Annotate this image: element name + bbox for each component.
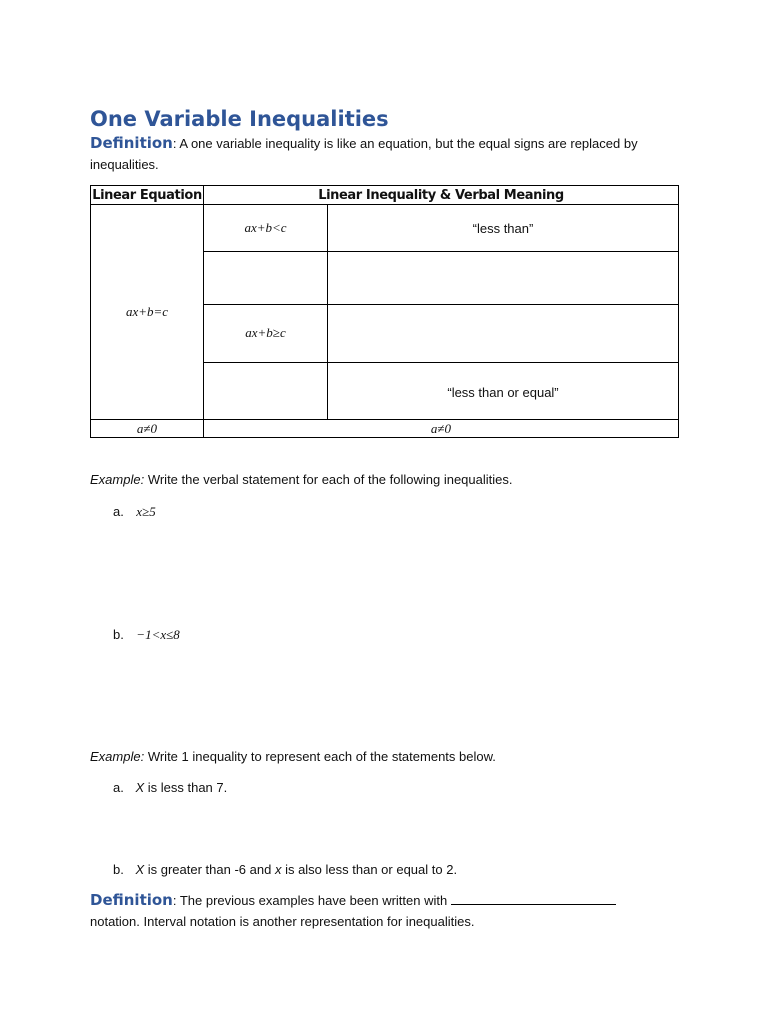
definition-text-line2: notation. Interval notation is another representation for inequalities.	[90, 914, 475, 929]
inequality-cell: ax+b<c	[204, 205, 328, 252]
example1-item-a	[113, 503, 156, 521]
definition-colon: :	[172, 136, 177, 151]
inequality-cell	[204, 363, 328, 420]
item-expression: −1<x≤8	[136, 627, 180, 642]
footer-left-cell: a≠0	[91, 420, 204, 438]
example2-item-b	[113, 862, 457, 877]
inequality-cell	[204, 252, 328, 305]
example1-paragraph	[90, 472, 513, 487]
item-text: is greater than -6 and	[144, 862, 275, 877]
fill-in-blank	[451, 892, 616, 905]
example2-paragraph	[90, 749, 496, 764]
example1-item-b	[113, 626, 180, 644]
item-marker: b.	[113, 627, 124, 642]
example1-text: Write the verbal statement for each of the following inequalities.	[144, 472, 513, 487]
item-marker: a.	[113, 780, 124, 795]
definition-heading: Definition	[90, 134, 173, 152]
definition-text-line1: A one variable inequality is like an equation, but the equal signs are replaced by	[176, 136, 638, 151]
item-text: is also less than or equal to 2.	[281, 862, 458, 877]
item-text: is less than 7.	[144, 780, 228, 795]
definition-heading: Definition	[90, 891, 173, 909]
example1-label: Example:	[90, 472, 145, 487]
definition-colon: :	[172, 893, 177, 908]
definition-text-line2: inequalities.	[90, 157, 159, 172]
meaning-cell: “less than or equal”	[328, 363, 679, 420]
header-linear-equation: Linear Equation	[92, 187, 202, 203]
meaning-cell	[328, 305, 679, 363]
item-marker: a.	[113, 504, 124, 519]
item-variable: X	[135, 862, 145, 877]
inequality-cell: ax+b≥c	[204, 305, 328, 363]
equation-cell: ax+b=c	[91, 205, 204, 420]
page-title: One Variable Inequalities	[90, 107, 389, 131]
definition-paragraph	[90, 134, 638, 152]
definition-text-line1: The previous examples have been written with	[176, 893, 451, 908]
meaning-cell	[328, 252, 679, 305]
definition2-paragraph	[90, 891, 616, 909]
meaning-cell: “less than”	[328, 205, 679, 252]
item-expression: x≥5	[136, 504, 156, 519]
example2-item-a	[113, 780, 227, 795]
item-marker: b.	[113, 862, 124, 877]
equation-inequality-table	[90, 185, 679, 438]
item-variable: X	[135, 780, 145, 795]
example2-label: Example:	[90, 749, 145, 764]
header-linear-inequality: Linear Inequality & Verbal Meaning	[204, 186, 679, 205]
item-variable: x	[274, 862, 282, 877]
footer-right-cell: a≠0	[204, 420, 679, 438]
example2-text: Write 1 inequality to represent each of the statements below.	[144, 749, 496, 764]
